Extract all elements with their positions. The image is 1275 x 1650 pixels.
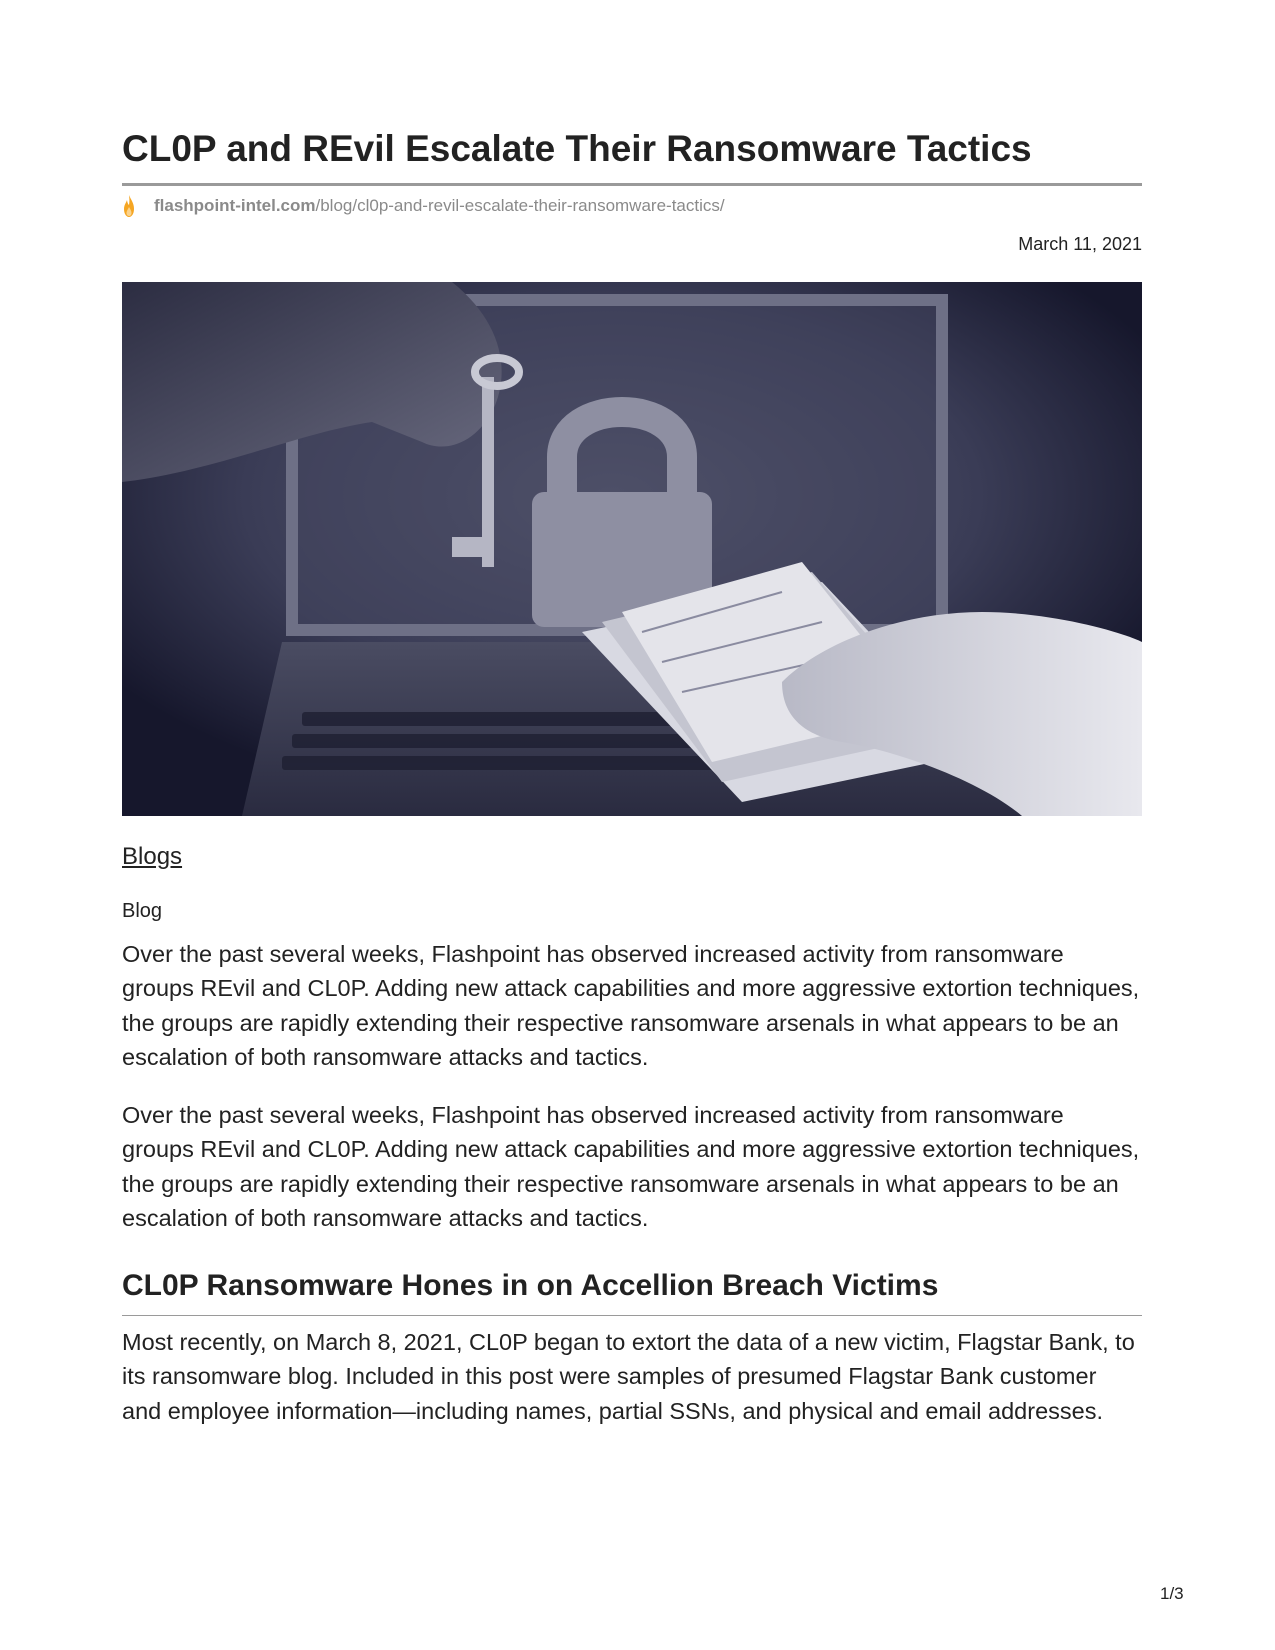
section-divider xyxy=(122,1315,1142,1316)
intro-paragraph: Over the past several weeks, Flashpoint has observed increased activity from ransomware groups REvil and CL0P. Adding new attack capabilities and more aggressive extortion techniques, the groups are rapidly extending their respective ransomware arsenals in what appears to be an escalation of both ransomware attacks and tactics. xyxy=(122,941,1140,1070)
article-title: CL0P and REvil Escalate Their Ransomware Tactics xyxy=(122,128,1032,169)
intro-paragraph-repeat: Over the past several weeks, Flashpoint has observed increased activity from ransomware groups REvil and CL0P. Adding new attack capabilities and more aggressive extortion techniques, the groups are rapidly extending their respective ransomware arsenals in what appears to be an escalation of both ransomware attacks and tactics. xyxy=(122,1102,1140,1231)
hero-image xyxy=(122,282,1142,816)
publish-date: March 11, 2021 xyxy=(1018,234,1142,254)
source-domain: flashpoint-intel.com xyxy=(154,196,316,215)
blogs-breadcrumb-link[interactable]: Blogs xyxy=(122,843,183,870)
source-path: /blog/cl0p-and-revil-escalate-their-ransomware-tactics/ xyxy=(315,196,725,215)
title-divider xyxy=(122,183,1142,186)
flame-icon xyxy=(122,194,136,218)
source-url[interactable] xyxy=(122,194,725,218)
section-heading: CL0P Ransomware Hones in on Accellion Breach Victims xyxy=(122,1269,939,1302)
hero-illustration xyxy=(122,282,1142,816)
category-label: Blog xyxy=(122,900,163,922)
page-number: 1/3 xyxy=(1160,1584,1184,1603)
section-paragraph: Most recently, on March 8, 2021, CL0P began to extort the data of a new victim, Flagstar Bank, to its ransomware blog. Included in this post were samples of presumed Flagstar Bank customer and employee information—including names, partial SSNs, and physical and email addresses. xyxy=(122,1329,1135,1424)
